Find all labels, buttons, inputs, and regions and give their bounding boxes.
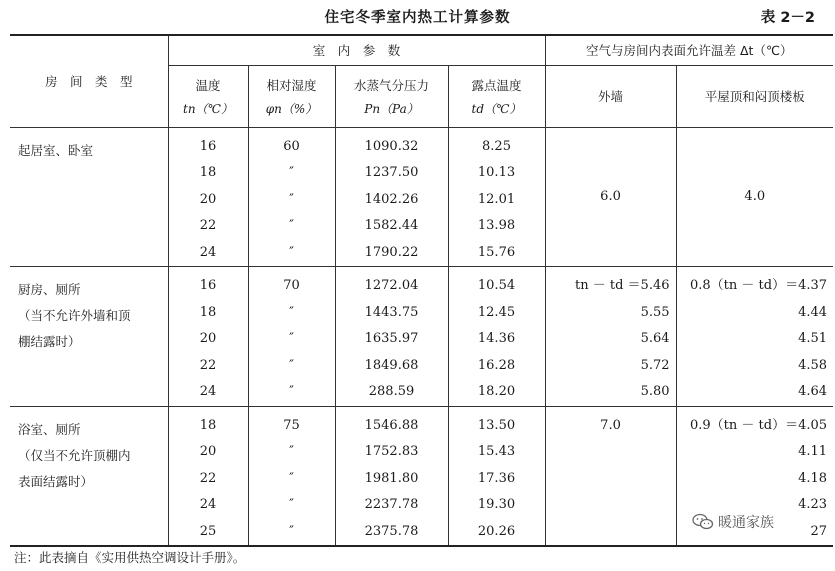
outer-wall-value: 5.64 <box>640 331 670 346</box>
roof-value: 0.8（tn － td）＝4.37 <box>689 278 828 293</box>
header-temp-symbol: tn（℃） <box>183 101 233 116</box>
vapor-pressure-value: 1443.75 <box>364 304 419 320</box>
room-type-line: 浴室、厕所 <box>18 421 81 437</box>
roof-value: 4.58 <box>798 357 828 373</box>
header-rh <box>248 65 335 127</box>
temperature-value: 24 <box>199 497 217 512</box>
dew-point-value: 15.43 <box>477 444 516 459</box>
roof-value: 4.11 <box>798 444 828 459</box>
room-type-line: （当不允许外墙和顶 <box>18 308 131 323</box>
roof-value: 0.9（tn － td）＝4.05 <box>689 417 828 433</box>
dew-point-value: 13.98 <box>477 218 516 233</box>
humidity-value: 75 <box>283 417 300 433</box>
humidity-value: ″ <box>289 218 294 233</box>
header-dew-label: 露点温度 <box>471 77 522 93</box>
watermark <box>690 512 776 532</box>
room-type-line: 厨房、厕所 <box>18 282 81 297</box>
room-type-line: 表面结露时） <box>18 473 94 489</box>
humidity-value: ″ <box>289 357 294 373</box>
header-indoor-params: 室 内 参 数 <box>168 35 545 65</box>
outer-wall-value: 7.0 <box>600 417 621 433</box>
header-rh-symbol: φn（%） <box>265 101 318 116</box>
humidity-value: ″ <box>289 384 294 399</box>
temperature-value: 18 <box>199 417 217 433</box>
vapor-pressure-value: 1272.04 <box>364 278 419 293</box>
temperature-value: 16 <box>199 138 217 154</box>
header-rh-label: 相对湿度 <box>266 77 317 93</box>
header-vp-label: 水蒸气分压力 <box>353 77 429 93</box>
temperature-value: 25 <box>199 523 217 539</box>
vapor-pressure-value: 1546.88 <box>364 417 419 433</box>
humidity-value: ″ <box>289 191 294 207</box>
roof-value: 27 <box>810 523 828 539</box>
dew-point-value: 16.28 <box>477 357 516 373</box>
dew-point-value: 20.26 <box>477 523 516 539</box>
roof-value: 4.44 <box>798 304 828 320</box>
header-allowed-diff: 空气与房间内表面允许温差 Δt（℃） <box>545 35 833 65</box>
dew-point-value: 15.76 <box>477 244 516 260</box>
table-row-living <box>10 127 833 267</box>
table-note: 注：此表摘自《实用供热空调设计手册》。 <box>14 550 246 565</box>
humidity-value: ″ <box>289 497 294 512</box>
outer-wall-value: 6.0 <box>545 127 676 267</box>
temperature-value: 18 <box>199 304 217 320</box>
header-vapor-pressure <box>335 65 448 127</box>
humidity-value: 70 <box>283 278 300 293</box>
vapor-pressure-value: 1849.68 <box>364 357 419 373</box>
vapor-pressure-value: 1635.97 <box>364 331 419 346</box>
humidity-value: ″ <box>289 523 294 539</box>
heating-params-table <box>10 34 833 547</box>
outer-wall-value: tn － td ＝5.46 <box>575 278 670 293</box>
header-vp-symbol: Pn（Pa） <box>364 101 419 116</box>
vapor-pressure-value: 1090.32 <box>364 138 419 154</box>
temperature-value: 22 <box>199 470 217 486</box>
table-number: 表 2－2 <box>760 10 815 26</box>
roof-value: 4.18 <box>798 470 828 486</box>
dew-point-value: 12.45 <box>477 304 516 320</box>
room-type-cell <box>10 267 168 407</box>
header-dew-symbol: td（℃） <box>471 101 522 116</box>
temperature-value: 24 <box>199 244 217 260</box>
temperature-value: 20 <box>199 331 217 346</box>
header-room-type: 房 间 类 型 <box>10 35 168 127</box>
dew-point-value: 13.50 <box>477 417 516 433</box>
vapor-pressure-value: 2237.78 <box>364 497 419 512</box>
humidity-value: ″ <box>289 470 294 486</box>
humidity-value: ″ <box>289 165 294 180</box>
temperature-value: 20 <box>199 444 217 459</box>
roof-value: 4.64 <box>798 384 828 399</box>
roof-value: 4.23 <box>798 497 828 512</box>
dew-point-value: 18.20 <box>477 384 516 399</box>
temperature-value: 22 <box>199 357 217 373</box>
humidity-value: ″ <box>289 444 294 459</box>
temperature-value: 24 <box>199 384 217 399</box>
temperature-value: 22 <box>199 218 217 233</box>
vapor-pressure-value: 1402.26 <box>364 191 419 207</box>
room-type-line: 起居室、卧室 <box>18 142 94 158</box>
wechat-icon <box>692 513 714 531</box>
temperature-value: 20 <box>199 191 217 207</box>
header-temp <box>168 65 248 127</box>
temperature-value: 16 <box>199 278 217 293</box>
roof-value: 4.0 <box>676 127 833 267</box>
vapor-pressure-value: 1237.50 <box>364 165 419 180</box>
room-type-cell <box>10 406 168 546</box>
dew-point-value: 14.36 <box>477 331 516 346</box>
vapor-pressure-value: 1582.44 <box>364 218 419 233</box>
vapor-pressure-value: 1790.22 <box>364 244 419 260</box>
dew-point-value: 8.25 <box>482 138 511 154</box>
vapor-pressure-value: 288.59 <box>368 384 415 399</box>
outer-wall-value: 5.80 <box>640 384 670 399</box>
vapor-pressure-value: 1752.83 <box>364 444 419 459</box>
humidity-value: ″ <box>289 331 294 346</box>
table-row-kitchen <box>10 267 833 407</box>
humidity-value: 60 <box>283 138 300 154</box>
header-dew-point <box>448 65 545 127</box>
table-title: 住宅冬季室内热工计算参数 <box>324 10 511 26</box>
header-outer-wall: 外墙 <box>545 65 676 127</box>
room-type-cell <box>10 127 168 267</box>
room-type-line: （仅当不允许顶棚内 <box>18 447 131 463</box>
vapor-pressure-value: 2375.78 <box>364 523 419 539</box>
dew-point-value: 10.13 <box>477 165 516 180</box>
watermark-text: 暖通家族 <box>718 515 774 531</box>
dew-point-value: 12.01 <box>477 191 516 207</box>
roof-value: 4.51 <box>798 331 828 346</box>
outer-wall-value: 5.55 <box>640 304 670 320</box>
humidity-value: ″ <box>289 244 294 260</box>
room-type-line: 棚结露时） <box>18 334 81 349</box>
dew-point-value: 19.30 <box>477 497 516 512</box>
vapor-pressure-value: 1981.80 <box>364 470 419 486</box>
dew-point-value: 17.36 <box>477 470 516 486</box>
dew-point-value: 10.54 <box>477 278 516 293</box>
temperature-value: 18 <box>199 165 217 180</box>
header-roof: 平屋顶和闷顶楼板 <box>676 65 833 127</box>
outer-wall-value: 5.72 <box>640 357 670 373</box>
humidity-value: ″ <box>289 304 294 320</box>
header-temp-label: 温度 <box>195 77 221 93</box>
